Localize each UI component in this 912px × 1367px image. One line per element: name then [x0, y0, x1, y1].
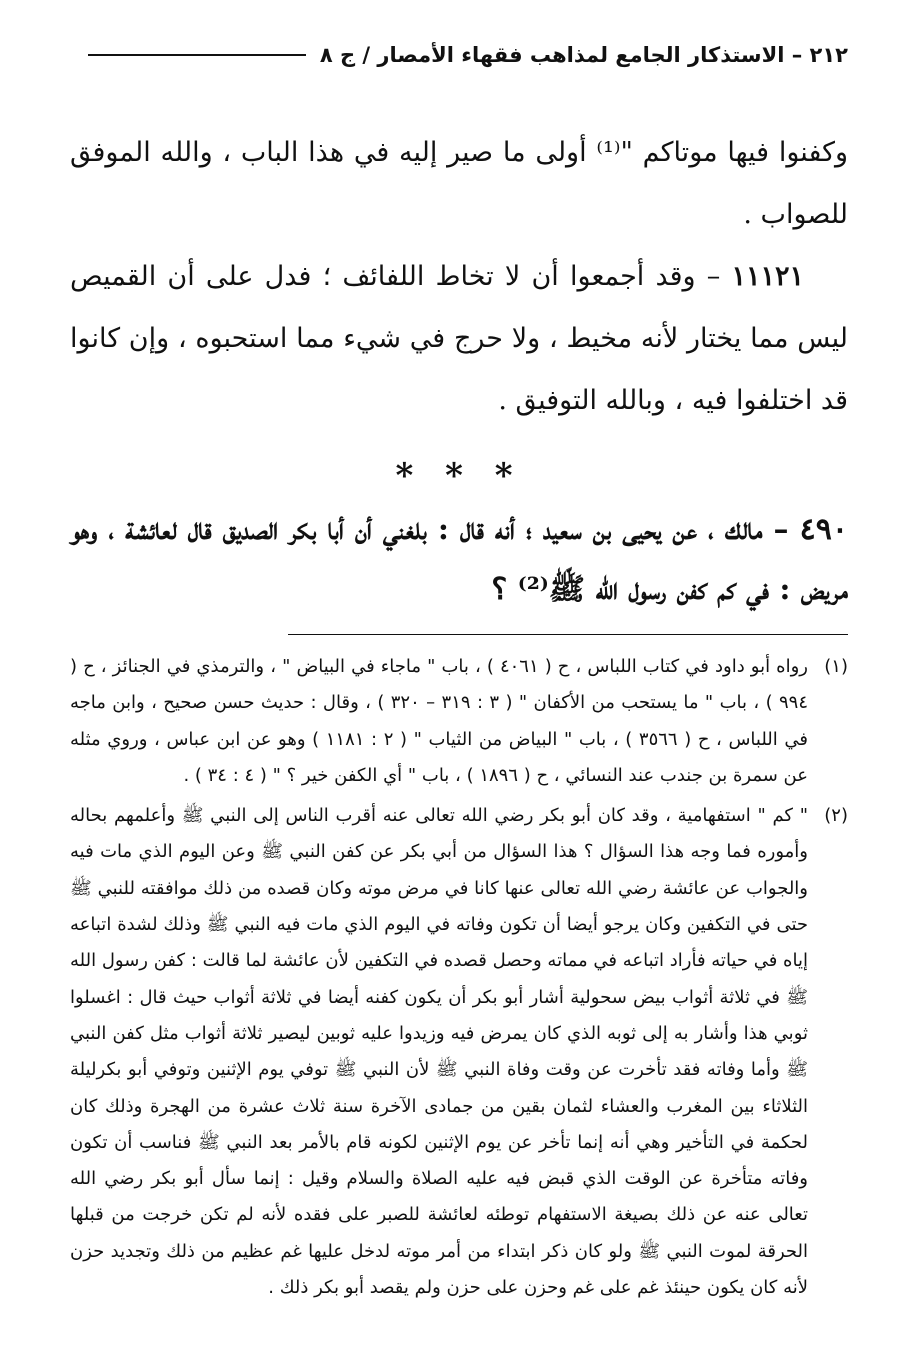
footnote-rule: [288, 634, 848, 635]
main-text: [70, 122, 848, 432]
book-page: [70, 36, 848, 1306]
footnote-marker: (٢): [824, 805, 848, 827]
paragraph-continuation: وكفنوا فيها موتاكم "⁽¹⁾ أولى ما صير إليه في هذا الباب ، والله الموفق للصواب .: [70, 137, 848, 230]
footnote-text: " كم " استفهامية ، وقد كان أبو بكر رضي الله تعالى عنه أقرب الناس إلى النبي ﷺ وأعلمهم بحاله وأموره فما وجه هذا السؤال ؟ هذا السؤال من أبي بكر عن كفن النبي ﷺ وعن اليوم الذي مات فيه والجواب عن عائشة رضي الله تعالى عنها كانا في مرض موته وكان قصده من ذلك موافقته للنبي ﷺ حتى في التكفين وكان يرجو أيضا أن تكون وفاته في اليوم الذي مات فيه النبي ﷺ وذلك لشدة اتباعه إياه في حياته فأراد اتباعه في مماته وحصل قصده في التكفين لأن عائشة لما قالت : كفن رسول الله ﷺ في ثلاثة أثواب بيض سحولية أشار أبو بكر أن يكون كفنه أيضا في ثلاثة أثواب حيث قال : اغسلوا ثوبي هذا وأشار به إلى ثوبه الذي كان يمرض فيه وزيدوا عليه ثوبين ليصير ثلاثة أثواب مثل كفن النبي ﷺ وأما وفاته فقد تأخرت عن وقت وفاة النبي ﷺ لأن النبي ﷺ توفي يوم الإثنين وتوفي أبو بكرليلة الثلاثاء بين المغرب والعشاء لثمان بقين من جمادى الآخرة سنة ثلاث عشرة من الهجرة وذلك كان لحكمة في التأخير وهي أنه إنما تأخر عن يوم الإثنين لكونه قام بالأمر بعد النبي ﷺ فناسب أن تكون وفاته متأخرة عن الوقت الذي قبض فيه عليه الصلاة والسلام وقيل : إنما سأل أبو بكر رضي الله تعالى عنه عن ذلك بصيغة الاستفهام توطئه لعائشة للصبر على فقده لأنه لم تكن خرجت من قبلها الحرقة لموت النبي ﷺ ولو كان ذكر ابتداء من أمر موته لدخل عليها غم عظيم من ذلك وتجديد حزن لأنه كان يكون حينئذ غم على غم وحزن على حزن ولم يقصد أبو بكر ذلك .: [70, 805, 808, 1299]
paragraph-number: ١١١٢١: [731, 261, 804, 292]
paragraph-text: – وقد أجمعوا أن لا تخاط اللفائف ؛ فدل على أن القميص ليس مما يختار لأنه مخيط ، ولا حرج في شيء مما استحبوه ، وإن كانوا قد اختلفوا فيه ، وبالله التوفيق .: [70, 261, 848, 416]
header-title: ٢١٢ – الاستذكار الجامع لمذاهب فقهاء الأمصار / ج ٨: [319, 43, 848, 67]
running-header: [70, 36, 848, 74]
hadith-number: ٤٩٠: [799, 512, 849, 547]
footnote-text: رواه أبو داود في كتاب اللباس ، ح ( ٤٠٦١ ) ، باب " ماجاء في البياض " ، والترمذي في الجنائز ، ح ( ٩٩٤ ) ، باب " ما يستحب من الأكفان " ( ٣ : ٣١٩ – ٣٢٠ ) ، وقال : حديث حسن صحيح ، وابن ماجه في اللباس ، ح ( ٣٥٦٦ ) ، باب " البياض من الثياب " ( ٢ : ١١٨١ ) وهو عن ابن عباس ، وروي مثله عن سمرة بن جندب عند النسائي ، ح ( ١٨٩٦ ) ، باب " أي الكفن خير ؟ " ( ٤ : ٣٤ ) .: [70, 656, 808, 786]
header-rule: [88, 54, 306, 56]
footnote-1: [70, 649, 848, 794]
hadith-490: [70, 500, 848, 620]
hadith-text: – مالك ، عن يحيى بن سعيد ؛ أنه قال : بلغني أن أبا بكر الصديق قال لعائشة ، وهو مريض : في كم كفن رسول الله ﷺ⁽²⁾ ؟: [70, 512, 848, 607]
section-separator: * * *: [395, 456, 523, 496]
footnotes: [70, 649, 848, 1306]
footnote-2: [70, 798, 848, 1306]
footnote-marker: (١): [824, 656, 848, 677]
paragraph-11121: [70, 246, 848, 432]
